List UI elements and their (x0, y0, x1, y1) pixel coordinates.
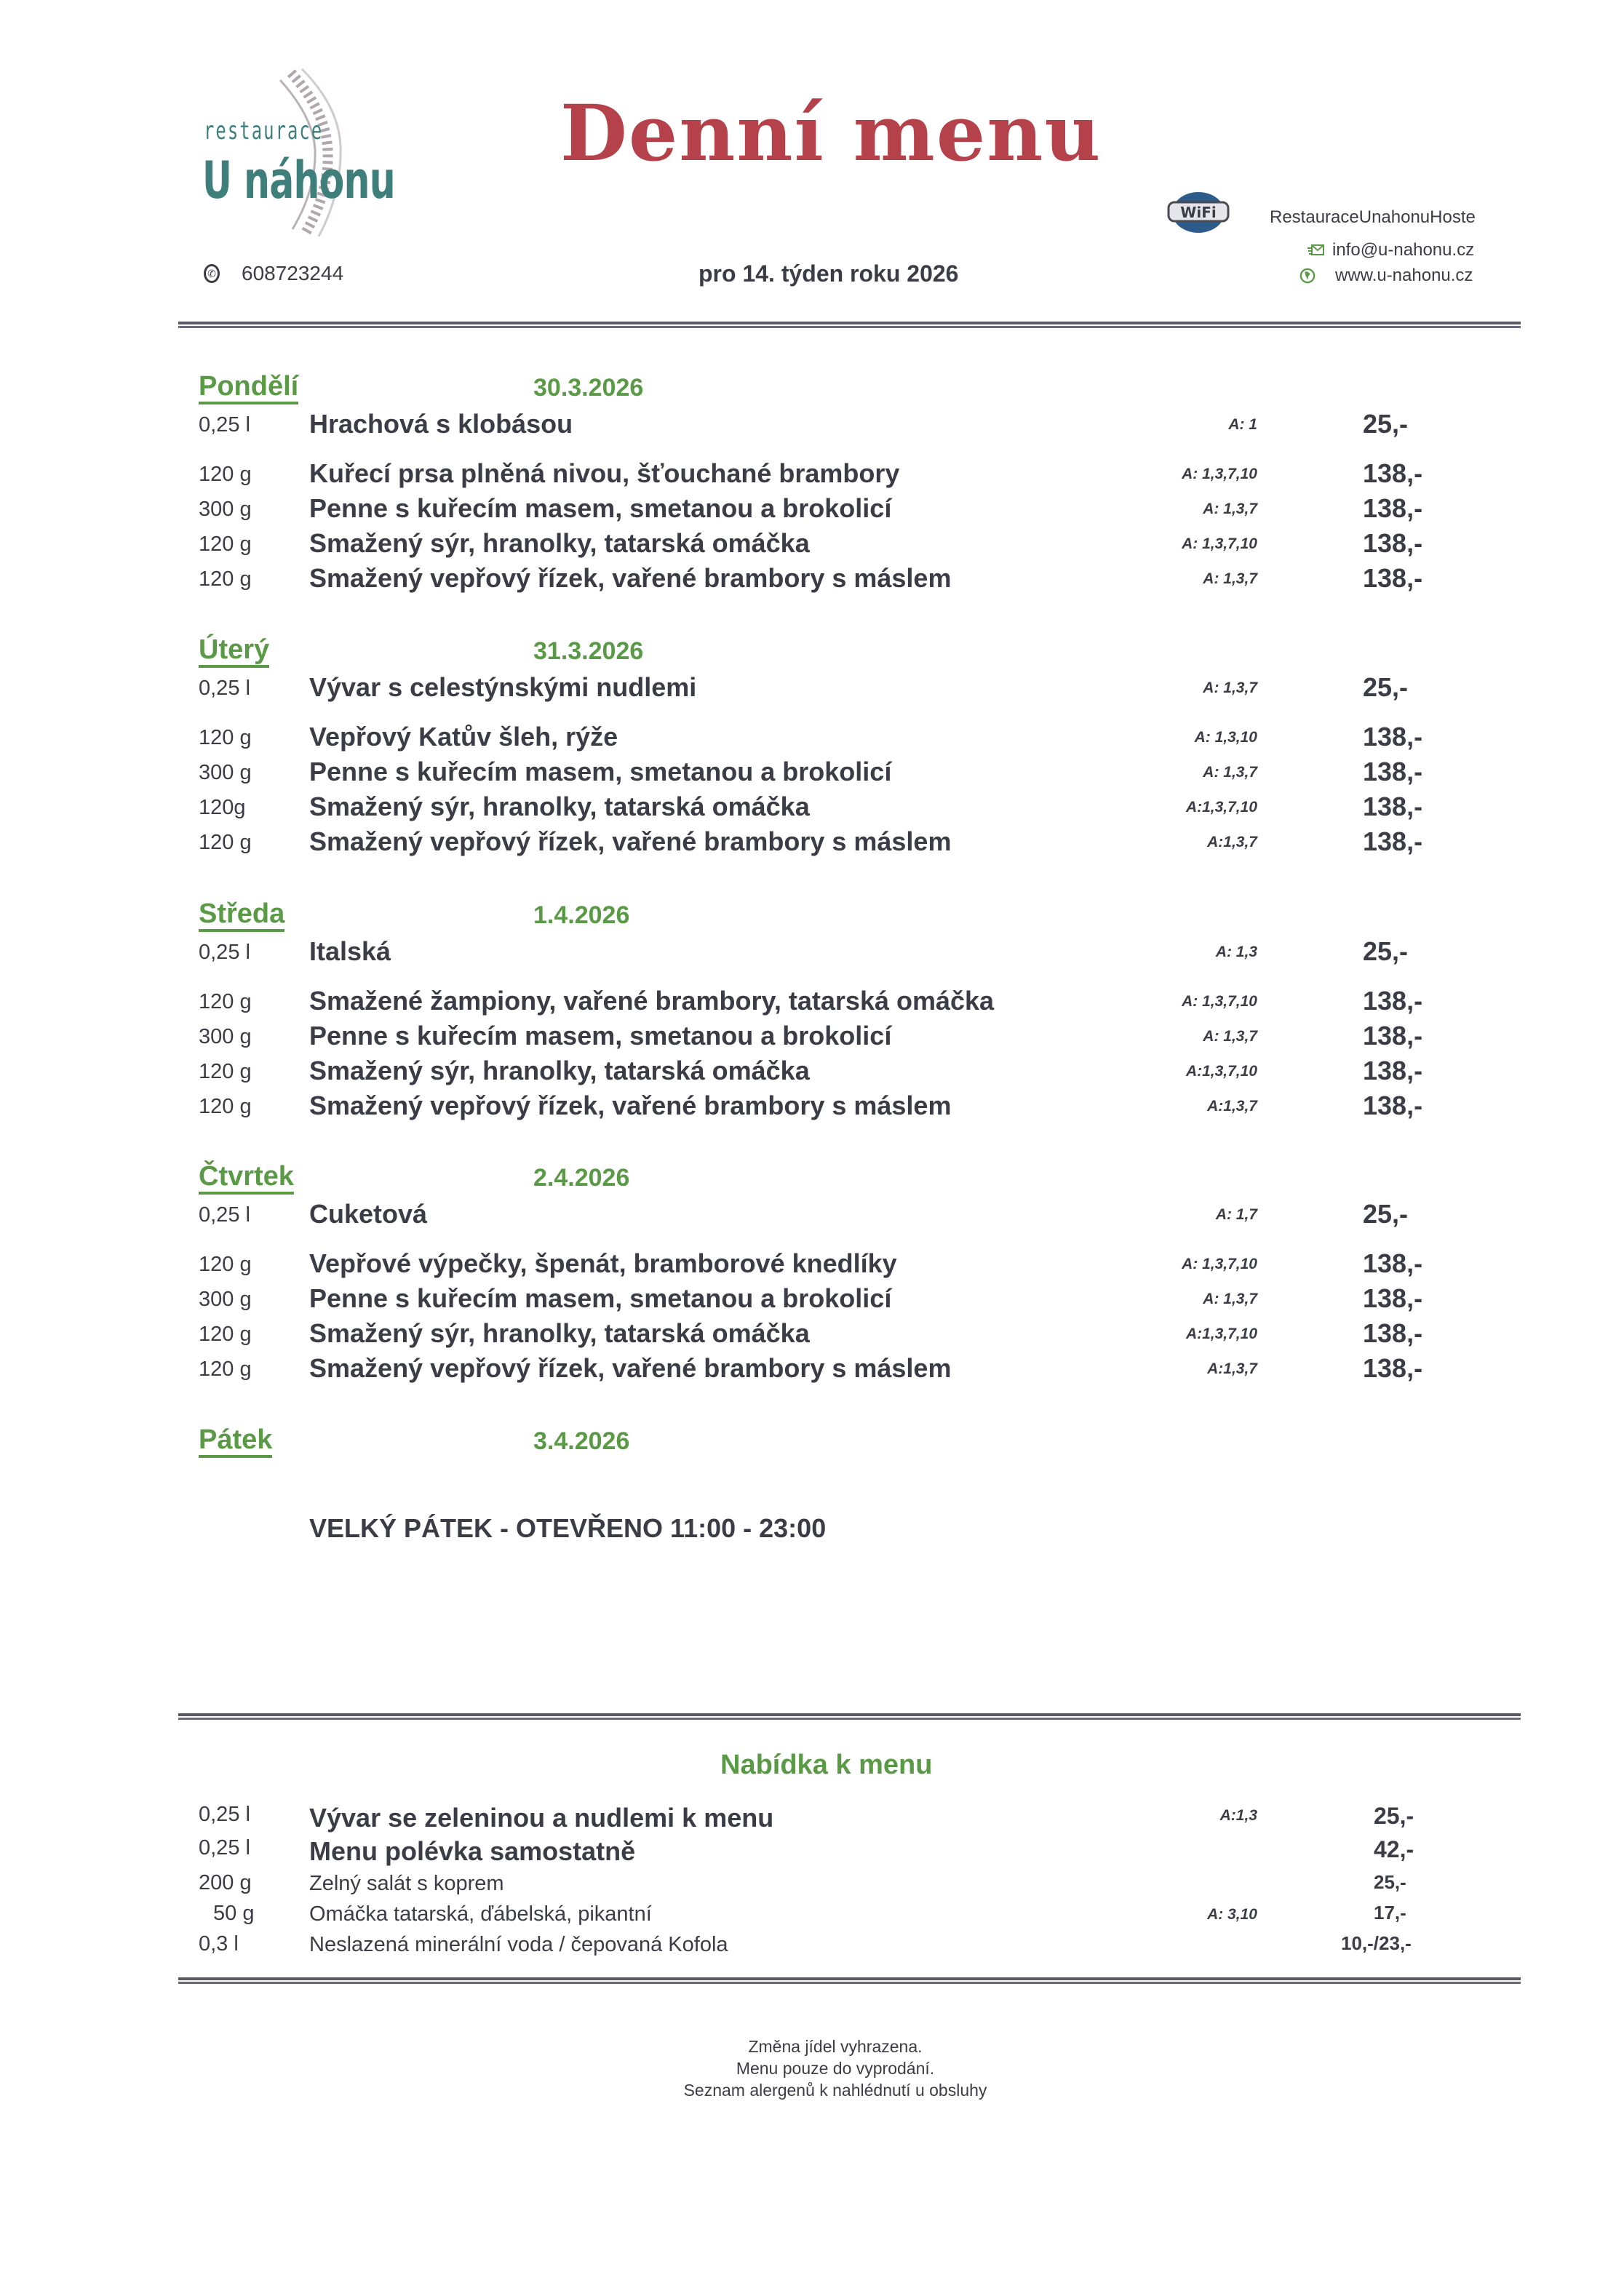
menu-item (199, 986, 1508, 1021)
item-quantity: 120 g (199, 463, 252, 486)
menu-item (199, 722, 1508, 757)
item-quantity: 120 g (199, 1060, 252, 1083)
offer-quantity: 50 g (213, 1902, 255, 1925)
item-quantity: 300 g (199, 761, 252, 784)
day-name: Úterý (199, 634, 269, 668)
item-name: Penne s kuřecím masem, smetanou a brokolicí (309, 757, 892, 786)
item-quantity: 120 g (199, 533, 252, 556)
item-quantity: 300 g (199, 1025, 252, 1048)
item-price: 138,- (1363, 1091, 1423, 1120)
item-allergens: A: 1,3,7 (1203, 764, 1257, 781)
offer-price: 17,- (1374, 1902, 1406, 1924)
item-allergens: A:1,3,7 (1207, 1098, 1257, 1115)
day-header (199, 898, 1508, 936)
offer-divider-top (178, 1713, 1521, 1720)
item-quantity: 120g (199, 796, 246, 819)
item-quantity: 120 g (199, 726, 252, 749)
item-allergens: A: 1 (1228, 416, 1257, 433)
item-allergens: A: 1,3,7 (1203, 679, 1257, 696)
spacer (199, 444, 1508, 458)
offer-quantity: 0,3 l (199, 1932, 239, 1956)
offer-name: Omáčka tatarská, ďábelská, pikantní (309, 1902, 652, 1926)
menu-item (199, 1283, 1508, 1318)
item-price: 138,- (1363, 1318, 1423, 1348)
item-allergens: A: 1,7 (1215, 1206, 1257, 1223)
item-name: Vepřové výpečky, špenát, bramborové knedlíky (309, 1248, 897, 1278)
menu-item (199, 458, 1508, 493)
day-date: 30.3.2026 (533, 374, 644, 402)
item-allergens: A:1,3,7 (1207, 1360, 1257, 1377)
offer-name: Neslazená minerální voda / čepovaná Kofola (309, 1933, 728, 1956)
offer-title: Nabídka k menu (720, 1750, 933, 1780)
day-date: 1.4.2026 (533, 901, 630, 929)
menu-item (199, 1318, 1508, 1353)
item-name: Penne s kuřecím masem, smetanou a brokolicí (309, 1283, 892, 1313)
item-name: Smažený vepřový řízek, vařené brambory s máslem (309, 1353, 952, 1383)
offer-item (199, 1871, 1508, 1900)
item-allergens: A: 1,3 (1215, 944, 1257, 960)
item-name: Kuřecí prsa plněná nivou, šťouchané brambory (309, 458, 900, 488)
day-note: VELKÝ PÁTEK - OTEVŘENO 11:00 - 23:00 (309, 1513, 827, 1543)
item-allergens: A: 1,3,7,10 (1182, 466, 1257, 482)
header-divider (178, 322, 1521, 328)
wifi-network-name: RestauraceUnahonuHoste (1270, 207, 1476, 227)
footer-notes (0, 2036, 1624, 2101)
item-allergens: A:1,3,7,10 (1185, 1326, 1257, 1342)
page-title: Denní menu (560, 87, 1102, 178)
item-name: Penne s kuřecím masem, smetanou a brokolicí (309, 493, 892, 523)
item-allergens: A: 1,3,7 (1203, 570, 1257, 587)
offer-quantity: 0,25 l (199, 1836, 250, 1859)
day-section (199, 371, 1508, 598)
item-quantity: 300 g (199, 498, 252, 521)
item-name: Smažený sýr, hranolky, tatarská omáčka (309, 792, 810, 821)
item-price: 138,- (1363, 757, 1423, 786)
day-header (199, 371, 1508, 409)
item-allergens: A:1,3,7,10 (1185, 1063, 1257, 1080)
phone-contact (204, 262, 343, 285)
day-header (199, 1424, 1508, 1462)
item-name: Smažený sýr, hranolky, tatarská omáčka (309, 1056, 810, 1085)
email-contact (1307, 240, 1474, 260)
item-price: 138,- (1363, 528, 1423, 558)
item-name: Cuketová (309, 1199, 428, 1229)
offer-quantity: 0,25 l (199, 1803, 250, 1826)
menu-item (199, 672, 1508, 707)
item-name: Smažený sýr, hranolky, tatarská omáčka (309, 1318, 810, 1348)
item-price: 138,- (1363, 1248, 1423, 1278)
menu-item (199, 757, 1508, 792)
item-quantity: 0,25 l (199, 677, 250, 700)
item-allergens: A: 1,3,7 (1203, 1291, 1257, 1307)
logo-name-text: U náhonu (202, 151, 395, 210)
item-price: 138,- (1363, 458, 1423, 488)
item-price: 138,- (1363, 1283, 1423, 1313)
item-quantity: 0,25 l (199, 941, 250, 964)
item-price: 25,- (1363, 409, 1409, 439)
item-quantity: 300 g (199, 1288, 252, 1311)
menu-item (199, 563, 1508, 598)
offer-price: 42,- (1374, 1836, 1414, 1862)
logo-restaurace-text: restaurace (204, 116, 324, 146)
email-link[interactable]: info@u-nahonu.cz (1332, 240, 1475, 260)
item-allergens: A: 1,3,7,10 (1182, 993, 1257, 1010)
item-price: 138,- (1363, 563, 1423, 593)
offer-price: 25,- (1374, 1803, 1414, 1829)
item-allergens: A: 1,3,10 (1194, 729, 1257, 746)
day-name: Čtvrtek (199, 1161, 294, 1195)
item-price: 25,- (1363, 672, 1409, 702)
offer-item (199, 1803, 1508, 1832)
item-allergens: A: 1,3,7,10 (1182, 535, 1257, 552)
offer-allergens: A: 3,10 (1207, 1906, 1257, 1923)
item-quantity: 120 g (199, 1253, 252, 1276)
web-contact (1299, 266, 1473, 286)
item-price: 25,- (1363, 936, 1409, 966)
item-allergens: A: 1,3,7 (1203, 501, 1257, 517)
menu-item (199, 1353, 1508, 1388)
offer-item (199, 1836, 1508, 1865)
day-section (199, 898, 1508, 1125)
menu-item (199, 1248, 1508, 1283)
website-link[interactable]: www.u-nahonu.cz (1335, 266, 1473, 285)
day-header (199, 1161, 1508, 1199)
item-name: Smažený sýr, hranolky, tatarská omáčka (309, 528, 810, 558)
menu-item (199, 1091, 1508, 1125)
day-section (199, 634, 1508, 861)
restaurant-logo (196, 65, 395, 247)
menu-item (199, 1199, 1508, 1234)
item-price: 25,- (1363, 1199, 1409, 1229)
item-price: 138,- (1363, 826, 1423, 856)
offer-price: 25,- (1374, 1871, 1406, 1893)
item-quantity: 0,25 l (199, 1203, 250, 1227)
day-header (199, 634, 1508, 672)
item-price: 138,- (1363, 1021, 1423, 1051)
offer-name: Zelný salát s koprem (309, 1872, 504, 1895)
item-quantity: 120 g (199, 1323, 252, 1346)
item-price: 138,- (1363, 1056, 1423, 1085)
day-date: 3.4.2026 (533, 1427, 630, 1455)
item-quantity: 120 g (199, 1095, 252, 1118)
offer-name: Vývar se zeleninou a nudlemi k menu (309, 1803, 774, 1833)
offer-divider-bottom (178, 1977, 1521, 1984)
item-quantity: 120 g (199, 990, 252, 1013)
day-section (199, 1161, 1508, 1388)
globe-icon (1299, 268, 1316, 284)
menu-item (199, 409, 1508, 444)
spacer (199, 971, 1508, 986)
item-allergens: A: 1,3,7,10 (1182, 1256, 1257, 1272)
item-quantity: 120 g (199, 567, 252, 591)
spacer (199, 1234, 1508, 1248)
offer-price: 10,-/23,- (1341, 1932, 1412, 1954)
footer-line: Menu pouze do vyprodání. (736, 2059, 935, 2078)
offer-item (199, 1902, 1508, 1931)
item-name: Vývar s celestýnskými nudlemi (309, 672, 697, 702)
item-allergens: A:1,3,7 (1207, 834, 1257, 850)
item-price: 138,- (1363, 792, 1423, 821)
menu-item (199, 936, 1508, 971)
phone-icon: ✆ (204, 264, 220, 283)
day-section (199, 1424, 1508, 1462)
item-price: 138,- (1363, 1353, 1423, 1383)
item-name: Smažený vepřový řízek, vařené brambory s máslem (309, 563, 952, 593)
phone-number[interactable]: 608723244 (242, 262, 344, 284)
item-allergens: A:1,3,7,10 (1185, 799, 1257, 816)
item-allergens: A: 1,3,7 (1203, 1028, 1257, 1045)
footer-line: Seznam alergenů k nahlédnutí u obsluhy (683, 2081, 987, 2100)
item-quantity: 120 g (199, 1358, 252, 1381)
day-name: Pondělí (199, 371, 298, 404)
item-price: 138,- (1363, 986, 1423, 1016)
offer-quantity: 200 g (199, 1871, 252, 1894)
menu-item (199, 528, 1508, 563)
item-name: Smažený vepřový řízek, vařené brambory s máslem (309, 1091, 952, 1120)
item-quantity: 120 g (199, 831, 252, 854)
week-label: pro 14. týden roku 2026 (698, 260, 959, 287)
menu-item (199, 1021, 1508, 1056)
item-name: Hrachová s klobásou (309, 409, 573, 439)
footer-line: Změna jídel vyhrazena. (748, 2037, 923, 2056)
day-name: Pátek (199, 1424, 272, 1458)
item-name: Vepřový Katův šleh, rýže (309, 722, 618, 752)
item-price: 138,- (1363, 493, 1423, 523)
wifi-icon (1167, 191, 1230, 234)
menu-item (199, 792, 1508, 826)
menu-item (199, 826, 1508, 861)
email-icon (1307, 242, 1325, 258)
offer-name: Menu polévka samostatně (309, 1836, 636, 1866)
item-price: 138,- (1363, 722, 1423, 752)
spacer (199, 707, 1508, 722)
item-name: Smažený vepřový řízek, vařené brambory s máslem (309, 826, 952, 856)
wifi-label: WiFi (1180, 204, 1217, 221)
offer-allergens: A:1,3 (1219, 1807, 1257, 1824)
item-name: Italská (309, 936, 391, 966)
item-quantity: 0,25 l (199, 413, 250, 437)
item-name: Smažené žampiony, vařené brambory, tatarská omáčka (309, 986, 995, 1016)
day-date: 2.4.2026 (533, 1164, 630, 1192)
item-name: Penne s kuřecím masem, smetanou a brokolicí (309, 1021, 892, 1051)
offer-item (199, 1932, 1508, 1961)
day-name: Středa (199, 898, 284, 932)
day-date: 31.3.2026 (533, 637, 644, 665)
menu-item (199, 1056, 1508, 1091)
menu-item (199, 493, 1508, 528)
